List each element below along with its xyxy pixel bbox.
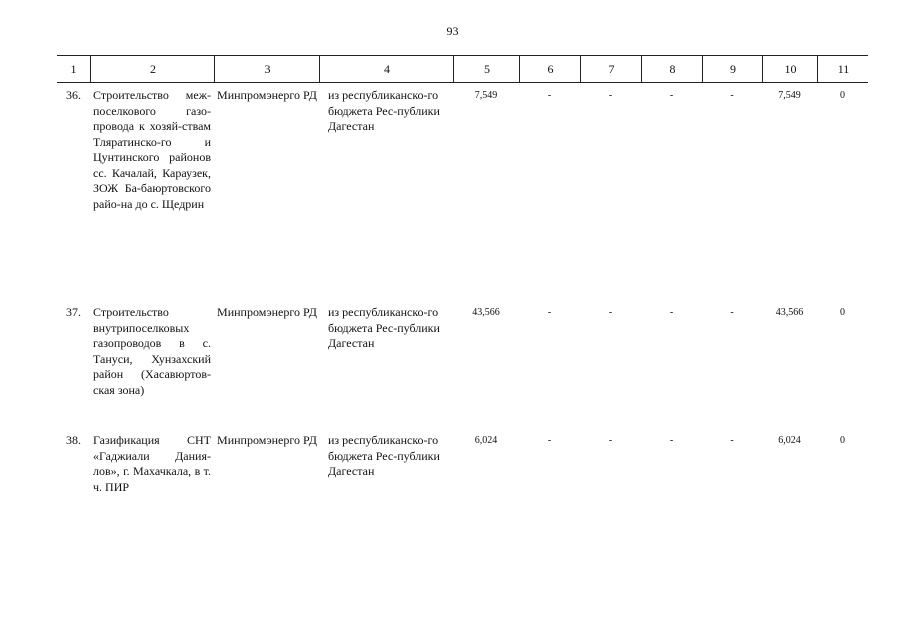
value-col-6: - (547, 307, 552, 318)
column-header-6: 6 (519, 56, 581, 82)
column-header-3: 3 (214, 56, 320, 82)
column-header-5: 5 (453, 56, 520, 82)
column-header-2: 2 (90, 56, 215, 82)
table-header-row (57, 55, 868, 83)
column-header-11: 11 (817, 56, 869, 82)
value-col-10: 6,024 (778, 435, 801, 446)
column-header-7: 7 (580, 56, 642, 82)
value-col-10: 43,566 (775, 307, 804, 318)
value-col-8: - (669, 307, 674, 318)
executor: Минпромэнерго РД (217, 433, 317, 447)
row-index: 37. (66, 305, 81, 319)
row-index: 38. (66, 433, 81, 447)
value-col-6: - (547, 90, 552, 101)
page-number: 93 (446, 24, 459, 38)
value-col-10: 7,549 (778, 90, 801, 101)
value-col-9: - (730, 307, 734, 318)
value-col-11: 0 (840, 435, 845, 446)
value-col-5: 6,024 (474, 435, 498, 446)
value-col-9: - (730, 435, 734, 446)
value-col-5: 43,566 (472, 307, 500, 318)
project-name: Строительство внутрипоселковых газопроводов в с. Тануси, Хунзахский район (Хасавюртов-ская зона) (93, 305, 211, 397)
value-col-6: - (547, 435, 552, 446)
column-header-4: 4 (319, 56, 454, 82)
funding-source: из республиканско-го бюджета Рес-публики Дагестан (328, 305, 440, 350)
value-col-7: - (608, 435, 613, 446)
column-header-8: 8 (641, 56, 703, 82)
value-col-9: - (730, 90, 734, 101)
project-name: Строительство меж-поселкового газо-провода к хозяй-ствам Тляратинско-го и Цунтинского районов сс. Качалай, Караузек, ЗОЖ Ба-баюртовского райо-на до с. Щедрин (93, 88, 211, 211)
funding-source: из республиканско-го бюджета Рес-публики Дагестан (328, 88, 440, 133)
value-col-11: 0 (840, 307, 845, 318)
funding-source: из республиканско-го бюджета Рес-публики Дагестан (328, 433, 440, 478)
column-header-10: 10 (762, 56, 818, 82)
value-col-7: - (608, 90, 613, 101)
value-col-11: 0 (840, 90, 845, 101)
executor: Минпромэнерго РД (217, 88, 317, 102)
value-col-5: 7,549 (474, 90, 498, 101)
executor: Минпромэнерго РД (217, 305, 317, 319)
program-table (57, 55, 868, 494)
project-name: Газификация СНТ «Гаджиали Дания-лов», г. Махачкала, в т. ч. ПИР (93, 433, 211, 494)
column-header-9: 9 (702, 56, 763, 82)
value-col-8: - (669, 435, 674, 446)
value-col-7: - (608, 307, 613, 318)
value-col-8: - (669, 90, 674, 101)
row-index: 36. (66, 88, 81, 102)
column-header-1: 1 (70, 62, 77, 76)
